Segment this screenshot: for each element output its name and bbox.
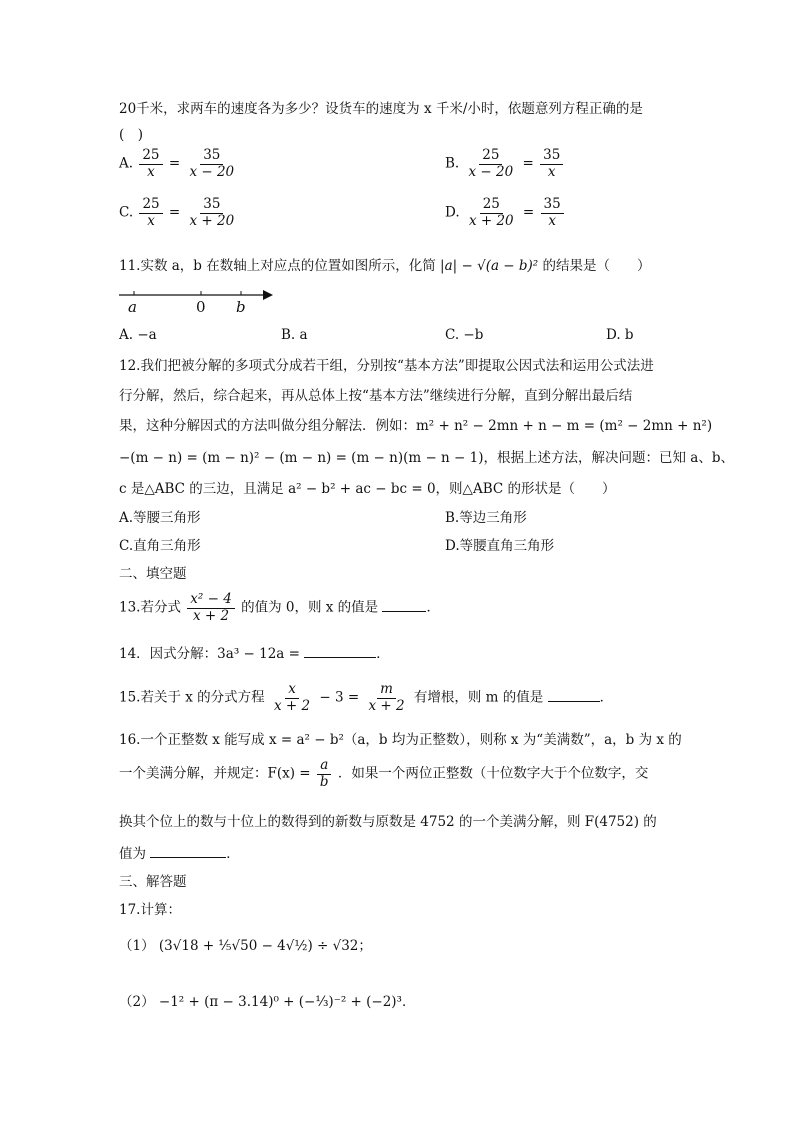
section-heading-answer: 三、解答题 — [119, 874, 187, 890]
q16-line-4: 值为 ． — [119, 846, 240, 862]
q16-answer-blank[interactable] — [150, 845, 226, 858]
q15-answer-blank[interactable] — [548, 689, 600, 702]
q16-line-2: 一个美满分解，并规定：F(x) = $\frac{a}{b}$ ．如果一个两位正整数（十位数字大于个位数字，交 — [119, 757, 649, 790]
q13: 13.若分式 $\frac{\text{x² − 4}}{x + 2}$ 的值为 0，则 x 的值是 ． — [119, 591, 440, 624]
number-line-label-b: b — [236, 298, 246, 316]
q11-option-a: A. −a — [119, 327, 157, 343]
q12-line-4: −(m − n) = (m − n)² − (m − n) = (m − n)(m − n − 1)，根据上述方法，解决问题：已知 a、b、 — [119, 450, 734, 466]
q12-line-2: 行分解，然后，综合起来，再从总体上按“基本方法”继续进行分解，直到分解出最后结 — [119, 388, 633, 404]
q10-option-c: C. $\frac{25}{x}$ = $\frac{35}{x + 20}$ — [119, 196, 235, 229]
q16-line-1: 16.一个正整数 x 能写成 x = a² − b²（a，b 均为正整数），则称 x 为“美满数”，a，b 为 x 的 — [119, 732, 682, 748]
q11-option-d: D. b — [606, 327, 634, 343]
q12-option-d: D.等腰直角三角形 — [445, 538, 555, 554]
q16-line-3: 换其个位上的数与十位上的数得到的新数与原数是 4752 的一个美满分解，则 F(4752) 的 — [119, 814, 657, 830]
q12-line-3: 果，这种分解因式的方法叫做分组分解法．例如：m² + n² − 2mn + n − m = (m² − 2mn + n²) — [119, 418, 713, 434]
q17-part-2: （2） −1² + (π − 3.14)⁰ + (−⅓)⁻² + (−2)³． — [119, 994, 416, 1010]
q12-option-c: C.直角三角形 — [119, 538, 201, 554]
section-heading-fill-in: 二、填空题 — [119, 566, 187, 582]
number-line-arrow — [263, 290, 273, 300]
q14: 14．因式分解：3a³ − 12a = ． — [119, 646, 390, 662]
q12-option-a: A.等腰三角形 — [119, 510, 201, 526]
q17-part-1: （1） (3√18 + ⅕√50 − 4√½) ÷ √32； — [119, 938, 372, 954]
q11-expression: |a| − √(a − b)² — [440, 258, 539, 274]
q11-stem: 11.实数 a，b 在数轴上对应点的位置如图所示，化简 |a| − √(a − b)² 的结果是（ ） — [119, 258, 651, 274]
q11-option-b: B. a — [281, 327, 308, 343]
q10-option-a: A. $\frac{25}{x}$ = $\frac{35}{x - 20}$ — [119, 147, 235, 180]
q15: 15.若关于 x 的分式方程 $\frac{x}{x + 2}$ − 3 = $\frac{m}{x + 2}$ 有增根，则 m 的值是 ． — [119, 681, 614, 714]
q13-answer-blank[interactable] — [382, 599, 426, 612]
q10-option-d: D. $\frac{25}{x + 20}$ = $\frac{35}{x}$ — [445, 197, 566, 229]
number-line-label-a: a — [128, 298, 137, 316]
q17-part-1-expression: (3√18 + ⅕√50 − 4√½) ÷ √32； — [158, 938, 372, 954]
q17-title: 17.计算： — [119, 902, 181, 918]
q17-part-2-expression: −1² + (π − 3.14)⁰ + (−⅓)⁻² + (−2)³． — [158, 994, 416, 1010]
q10-stem: 20千米，求两车的速度各为多少？设货车的速度为 x 千米/小时，依题意列方程正确的是 — [119, 101, 643, 117]
q12-line-5: c 是△ABC 的三边，且满足 a² − b² + ac − bc = 0，则△ABC 的形状是（ ） — [119, 481, 616, 497]
q11-option-c: C. −b — [445, 327, 484, 343]
q14-answer-blank[interactable] — [304, 645, 376, 658]
q12-option-b: B.等边三角形 — [445, 510, 527, 526]
q12-line-1: 12.我们把被分解的多项式分成若干组，分别按“基本方法”即提取公因式法和运用公式法进 — [119, 358, 654, 374]
number-line-label-0: 0 — [196, 298, 206, 316]
q10-option-b: B. $\frac{25}{x - 20}$ = $\frac{35}{x}$ — [445, 148, 565, 180]
q10-paren: ( ) — [119, 127, 144, 143]
